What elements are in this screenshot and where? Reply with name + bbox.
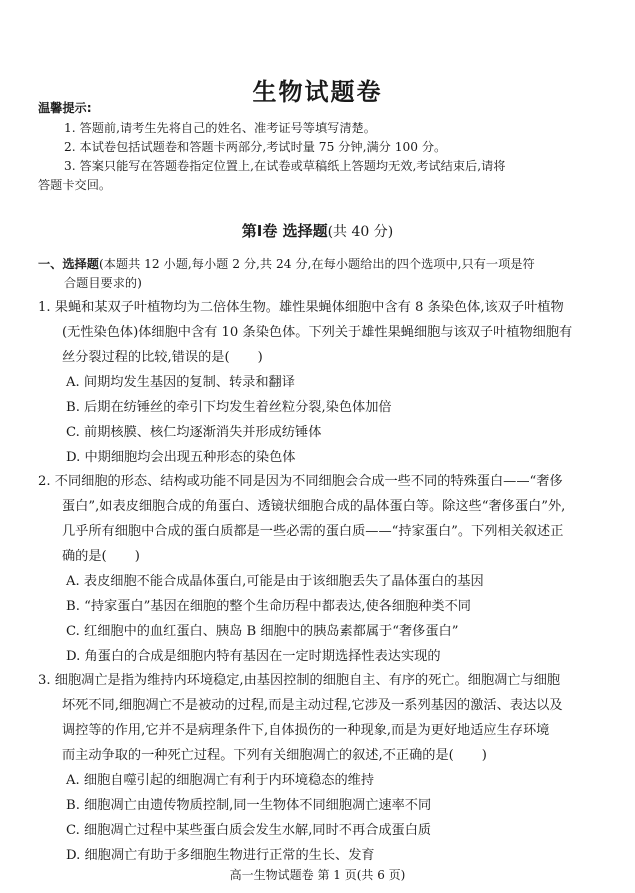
notice-item: 1. 答题前,请考生先将自己的姓名、准考证号等填写清楚。 bbox=[64, 121, 376, 135]
option: B. “持家蛋白”基因在细胞的整个生命历程中都表达,使各细胞种类不同 bbox=[66, 599, 471, 614]
option: D. 细胞凋亡有助于多细胞生物进行正常的生长、发育 bbox=[66, 848, 375, 863]
question-stem: 3. 细胞凋亡是指为维持内环境稳定,由基因控制的细胞自主、有序的死亡。细胞凋亡与细胞 bbox=[38, 673, 561, 688]
option: A. 细胞自噬引起的细胞凋亡有利于内环境稳态的维持 bbox=[66, 773, 375, 788]
page-title: 生物试题卷 bbox=[252, 78, 383, 106]
question-stem: 1. 果蝇和某双子叶植物均为二倍体生物。雄性果蝇体细胞中含有 8 条染色体,该双子叶植物 bbox=[38, 300, 564, 315]
question-stem: 蛋白”,如表皮细胞合成的角蛋白、透镜状细胞合成的晶体蛋白等。除这些“奢侈蛋白”外, bbox=[62, 499, 566, 514]
part-label: 一、选择题 bbox=[38, 257, 99, 271]
option: C. 前期核膜、核仁均逐渐消失并形成纺锤体 bbox=[66, 425, 322, 440]
question-stem: 确的是( ) bbox=[62, 549, 140, 564]
section-score: (共 40 分) bbox=[327, 224, 394, 240]
question-stem: (无性染色体)体细胞中含有 10 条染色体。下列关于雄性果蝇细胞与该双子叶植物细胞有 bbox=[62, 325, 573, 340]
option: C. 细胞凋亡过程中某些蛋白质会发生水解,同时不再合成蛋白质 bbox=[66, 823, 432, 838]
option: B. 后期在纺锤丝的牵引下均发生着丝粒分裂,染色体加倍 bbox=[66, 400, 392, 415]
option: A. 表皮细胞不能合成晶体蛋白,可能是由于该细胞丢失了晶体蛋白的基因 bbox=[66, 574, 484, 589]
part-desc: 合题目要求的) bbox=[64, 276, 142, 290]
option: B. 细胞凋亡由遗传物质控制,同一生物体不同细胞凋亡速率不同 bbox=[66, 798, 432, 813]
section-title bbox=[0, 220, 635, 241]
notice-heading: 温馨提示: bbox=[38, 101, 92, 115]
notice-item: 2. 本试卷包括试题卷和答题卡两部分,考试时量 75 分钟,满分 100 分。 bbox=[64, 140, 447, 154]
question-stem: 2. 不同细胞的形态、结构或功能不同是因为不同细胞会合成一些不同的特殊蛋白——“奢侈 bbox=[38, 474, 563, 489]
notice-item: 3. 答案只能写在答题卷指定位置上,在试卷或草稿纸上答题均无效,考试结束后,请将 bbox=[64, 159, 506, 173]
question-stem: 丝分裂过程的比较,错误的是( ) bbox=[62, 350, 263, 365]
option: D. 角蛋白的合成是细胞内特有基因在一定时期选择性表达实现的 bbox=[66, 649, 441, 664]
question-stem: 调控等的作用,它并不是病理条件下,自体损伤的一种现象,而是为更好地适应生存环境 bbox=[62, 723, 550, 738]
question-stem: 而主动争取的一种死亡过程。下列有关细胞凋亡的叙述,不正确的是( ) bbox=[62, 748, 487, 763]
question-stem: 几乎所有细胞中合成的蛋白质都是一些必需的蛋白质——“持家蛋白”。下列相关叙述正 bbox=[62, 524, 564, 539]
option: C. 红细胞中的血红蛋白、胰岛 B 细胞中的胰岛素都属于“奢侈蛋白” bbox=[66, 624, 459, 639]
notice-item: 答题卡交回。 bbox=[38, 178, 112, 192]
option: A. 间期均发生基因的复制、转录和翻译 bbox=[66, 375, 295, 390]
part-heading bbox=[38, 254, 535, 274]
part-desc: (本题共 12 小题,每小题 2 分,共 24 分,在每小题给出的四个选项中,只有一项是符 bbox=[98, 257, 535, 271]
question-stem: 坏死不同,细胞凋亡不是被动的过程,而是主动过程,它涉及一系列基因的激活、表达以及 bbox=[62, 698, 563, 713]
page-footer: 高一生物试题卷 第 1 页(共 6 页) bbox=[229, 868, 406, 882]
section-name: 第Ⅰ卷 选择题 bbox=[241, 222, 328, 240]
option: D. 中期细胞均会出现五种形态的染色体 bbox=[66, 450, 296, 465]
